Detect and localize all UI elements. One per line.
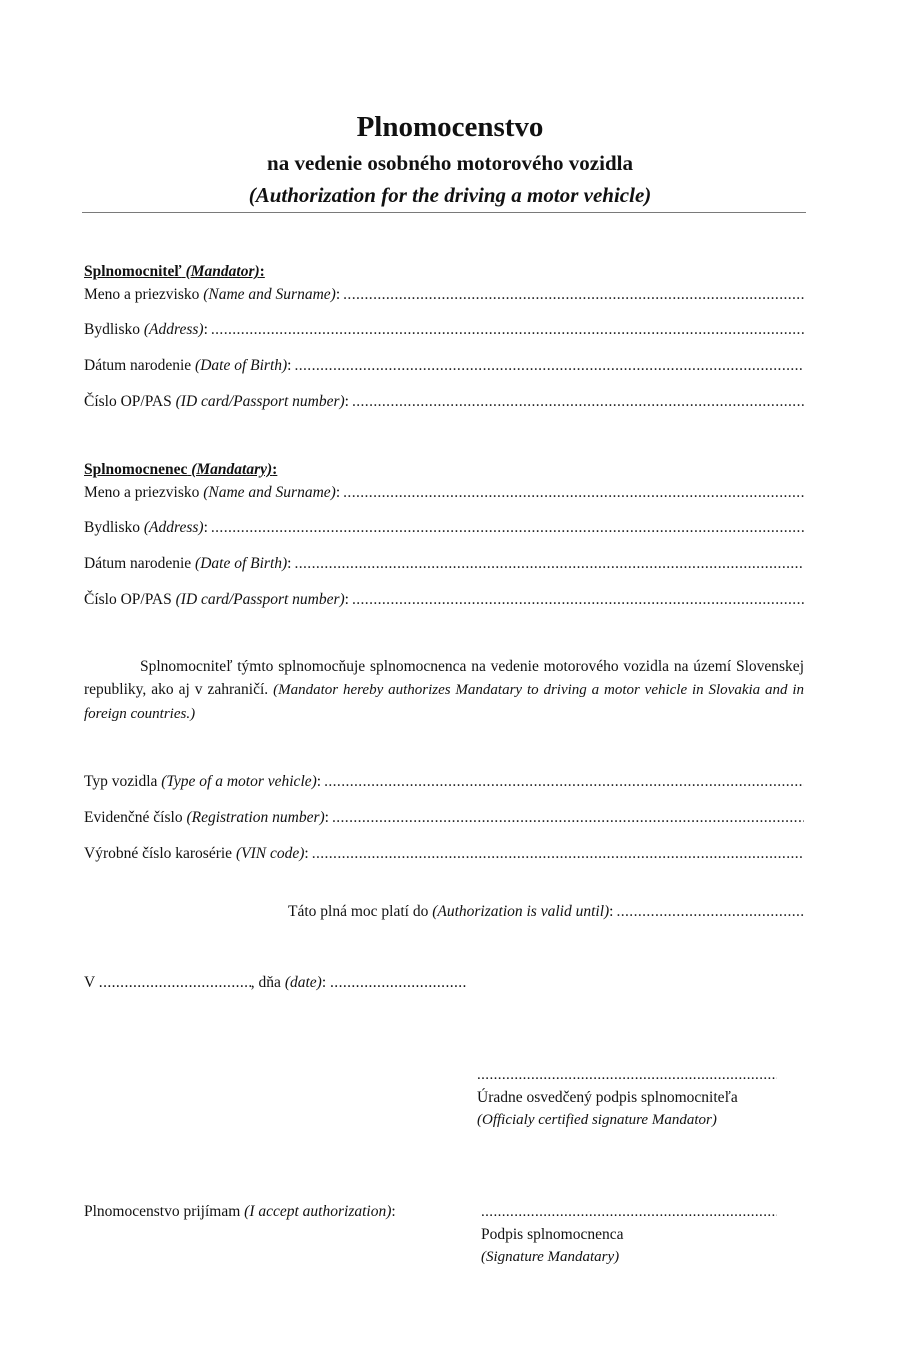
fill-in-line[interactable] [294,554,804,574]
mandatary-signature-label: Podpis splnomocnenca [481,1226,624,1243]
vehicle-type-field[interactable] [84,772,804,792]
place-fill-in-line[interactable] [99,973,251,993]
field-label: Bydlisko (Address): [84,321,208,338]
field-label: Typ vozidla (Type of a motor vehicle): [84,773,322,790]
mandator-signature-label-english: (Officialy certified signature Mandator) [477,1112,717,1128]
field-label: Výrobné číslo karosérie (VIN code): [84,845,309,862]
field-label: Meno a priezvisko (Name and Surname): [84,286,341,303]
field-label: Bydlisko (Address): [84,519,208,536]
document-subtitle-english: (Authorization for the driving a motor vehicle) [248,183,652,207]
fill-in-line[interactable] [312,844,804,864]
mandatary-name-field[interactable] [84,483,804,503]
fill-in-line[interactable] [324,772,804,792]
authorization-statement: Splnomocniteľ týmto splnomocňuje splnomocnenca na vedenie motorového vozidla na území Slovenskej republiky, ako aj v zahraničí. (Mandator hereby authorizes Mandatary to driving a motor vehicle in Slovakia and in foreign countries.) [84,658,805,722]
mandatary-signature-block [481,1203,777,1268]
date-fill-in-line[interactable] [330,973,466,993]
field-label: Táto plná moc platí do (Authorization is valid until): [288,903,614,920]
fill-in-line[interactable] [343,285,804,305]
fill-in-line[interactable] [211,320,804,340]
mandator-heading: Splnomocniteľ (Mandator): [84,263,265,280]
fill-in-line[interactable] [294,356,804,376]
document-subtitle: na vedenie osobného motorového vozidla [267,151,633,175]
document-title: Plnomocenstvo [356,111,544,143]
title-divider [82,212,806,213]
acceptance-label: Plnomocenstvo prijímam (I accept authorization): [84,1203,396,1220]
mandatary-signature-label-english: (Signature Mandatary) [481,1249,620,1265]
date-label: , dňa (date): [250,974,327,991]
field-label: Číslo OP/PAS (ID card/Passport number): [84,591,349,608]
place-label: V [84,974,95,991]
fill-in-line[interactable] [211,518,804,538]
mandator-birth-date-field[interactable] [84,356,804,376]
vin-code-field[interactable] [84,844,804,864]
mandator-address-field[interactable] [84,320,804,340]
registration-number-field[interactable] [84,808,804,828]
mandatary-address-field[interactable] [84,518,804,538]
fill-in-line[interactable] [616,902,804,922]
mandator-name-field[interactable] [84,285,804,305]
fill-in-line[interactable] [332,808,804,828]
field-label: Evidenčné číslo (Registration number): [84,809,329,826]
validity-field[interactable] [288,902,804,922]
place-date-field[interactable] [84,973,466,993]
mandatary-id-field[interactable] [84,590,804,610]
fill-in-line[interactable] [343,483,804,503]
mandator-id-field[interactable] [84,392,804,412]
mandatary-heading: Splnomocnenec (Mandatary): [84,461,278,478]
fill-in-line[interactable] [352,392,804,412]
mandatary-signature-line[interactable] [481,1203,777,1221]
mandator-signature-block [477,1066,777,1131]
field-label: Dátum narodenie (Date of Birth): [84,555,292,572]
field-label: Dátum narodenie (Date of Birth): [84,357,292,374]
field-label: Meno a priezvisko (Name and Surname): [84,484,341,501]
fill-in-line[interactable] [352,590,804,610]
mandator-signature-line[interactable] [477,1066,777,1084]
mandator-signature-label: Úradne osvedčený podpis splnomocniteľa [477,1089,738,1106]
mandatary-birth-date-field[interactable] [84,554,804,574]
field-label: Číslo OP/PAS (ID card/Passport number): [84,393,349,410]
